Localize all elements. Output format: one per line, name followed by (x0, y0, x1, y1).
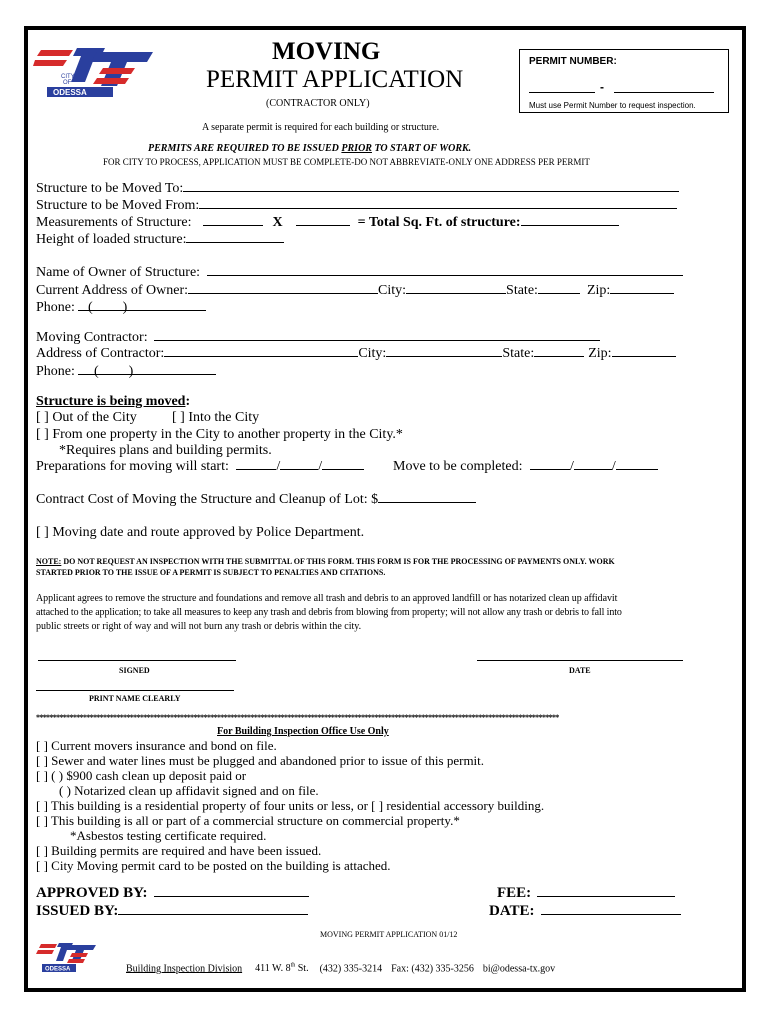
out-of-city-option[interactable]: [ ] Out of the City (36, 410, 137, 425)
footer-address-sup: th (290, 963, 296, 969)
approved-by-field[interactable] (154, 895, 309, 897)
move-completed-row (393, 459, 658, 475)
contractor-city-label: City: (358, 346, 387, 361)
office-item[interactable]: [ ] This building is all or part of a commercial structure on commercial property.* (36, 813, 460, 828)
title-main: MOVING (272, 38, 381, 65)
contractor-address-label: Address of Contractor: (36, 346, 165, 361)
office-item[interactable]: [ ] This building is a residential property of four units or less, or [ ] residential accessory building. (36, 798, 545, 813)
title-sub: PERMIT APPLICATION (206, 66, 464, 93)
owner-city-label: City: (378, 283, 407, 298)
owner-paren-close: ) (122, 300, 128, 315)
office-item[interactable]: [ ] ( ) $900 cash clean up deposit paid or (36, 768, 247, 783)
into-city-option[interactable]: [ ] Into the City (172, 410, 260, 425)
owner-phone-parens (88, 300, 127, 316)
issued-by-field[interactable] (118, 913, 308, 915)
footer-logo-odessa-text: ODESSA (45, 966, 71, 973)
signed-line[interactable] (38, 660, 236, 661)
permit-number-dash: - (600, 80, 604, 94)
contractor-only: (CONTRACTOR ONLY) (266, 98, 370, 109)
form-id: MOVING PERMIT APPLICATION 01/12 (320, 930, 458, 939)
notice-prior: PRIOR (341, 143, 372, 154)
footer-fax: Fax: (432) 335-3256 (391, 963, 474, 975)
height-label: Height of loaded structure: (36, 232, 187, 247)
footer-address (255, 963, 308, 974)
contractor-address-row (36, 346, 676, 362)
print-name-line[interactable] (36, 690, 234, 691)
structure-moved-heading (36, 394, 190, 410)
police-approval-option[interactable]: [ ] Moving date and route approved by Police Department. (36, 525, 365, 540)
notice-text-a: PERMITS ARE REQUIRED TO BE ISSUED (148, 143, 342, 154)
office-item[interactable]: [ ] Current movers insurance and bond on file. (36, 738, 277, 753)
measurement-x: X (272, 215, 283, 230)
footer-phone: (432) 335-3214 (319, 963, 383, 975)
owner-zip-label: Zip: (586, 283, 611, 298)
moved-from-field[interactable] (199, 207, 677, 209)
contractor-state-label: State: (502, 346, 535, 361)
footer-division: Building Inspection Division (126, 963, 243, 975)
logo-city-text: CITY (61, 74, 75, 80)
contract-cost-label: Contract Cost of Moving the Structure and Cleanup of Lot: $ (36, 492, 379, 507)
approved-by-label: APPROVED BY: (36, 885, 148, 901)
office-item[interactable]: ( ) Notarized clean up affidavit signed and on file. (59, 783, 319, 798)
measurement-width-field[interactable] (203, 224, 263, 226)
footer-address-post: St. (295, 963, 309, 975)
footer-city-logo (36, 940, 98, 974)
fee-field[interactable] (537, 895, 675, 897)
owner-state-field[interactable] (538, 292, 580, 294)
office-item[interactable]: [ ] Sewer and water lines must be plugged and abandoned prior to issue of this permit. (36, 753, 485, 768)
prep-start-label: Preparations for moving will start: (36, 459, 229, 474)
approval-date-field[interactable] (541, 913, 681, 915)
office-item[interactable]: [ ] Building permits are required and have been issued. (36, 843, 322, 858)
moved-from-row (36, 198, 677, 214)
note-line-2: STARTED PRIOR TO THE ISSUE OF A PERMIT IS SUBJECT TO PENALTIES AND CITATIONS. (36, 568, 386, 577)
structure-moved-heading-colon: : (185, 394, 191, 409)
owner-paren-open: ( (88, 300, 93, 315)
contractor-paren-close: ) (128, 364, 134, 379)
notice-text-b: TO START OF WORK. (371, 143, 472, 154)
owner-address-label: Current Address of Owner: (36, 283, 189, 298)
contractor-name-label: Moving Contractor: (36, 330, 148, 345)
date-line[interactable] (477, 660, 683, 661)
logo-of-text: OF (63, 80, 72, 86)
prep-slash-2: / (318, 459, 323, 474)
height-field[interactable] (186, 241, 284, 243)
move-completed-day-field[interactable] (574, 468, 612, 470)
signed-label: SIGNED (119, 666, 150, 675)
move-completed-year-field[interactable] (616, 468, 658, 470)
owner-city-field[interactable] (406, 292, 506, 294)
within-city-option[interactable]: [ ] From one property in the City to another property in the City.* (36, 427, 403, 442)
footer-email[interactable]: bi@odessa-tx.gov (482, 963, 556, 975)
owner-name-row (36, 265, 683, 281)
total-sqft-field[interactable] (521, 224, 619, 226)
permits-required-notice (148, 143, 471, 154)
contractor-name-field[interactable] (154, 339, 600, 341)
structure-moved-heading-text: Structure is being moved (36, 394, 186, 409)
contractor-phone-label: Phone: (36, 364, 75, 379)
process-notice: FOR CITY TO PROCESS, APPLICATION MUST BE COMPLETE-DO NOT ABBREVIATE-ONLY ONE ADDRESS PER PERMIT (103, 157, 590, 167)
owner-address-row (36, 283, 674, 299)
office-item: *Asbestos testing certificate required. (70, 828, 267, 843)
note-label: NOTE: (36, 557, 62, 566)
approval-date-label: DATE: (489, 903, 535, 919)
measurements-row (36, 215, 619, 231)
contractor-paren-open: ( (94, 364, 99, 379)
measurements-label: Measurements of Structure: (36, 215, 192, 230)
move-completed-label: Move to be completed: (393, 459, 523, 474)
contractor-name-row (36, 330, 600, 346)
owner-zip-field[interactable] (610, 292, 674, 294)
requires-plans-note: *Requires plans and building permits. (59, 443, 272, 458)
logo-odessa-text: ODESSA (53, 88, 87, 97)
contractor-zip-label: Zip: (588, 346, 612, 361)
asterisk-separator: ************************************************************************************************************************************************************ (36, 713, 559, 722)
total-sqft-label: = Total Sq. Ft. of structure: (357, 215, 521, 230)
moved-to-row (36, 181, 679, 197)
completed-slash-1: / (569, 459, 574, 474)
prep-start-year-field[interactable] (322, 468, 364, 470)
note-line-1 (36, 557, 615, 566)
contract-cost-field[interactable] (378, 501, 476, 503)
contractor-state-field[interactable] (534, 355, 584, 357)
agreement-line-1: Applicant agrees to remove the structure and foundations and remove all trash and debris to an approved landfill or has notarized clean up affidavit (36, 593, 618, 604)
moved-to-field[interactable] (183, 190, 679, 192)
owner-name-field[interactable] (207, 274, 683, 276)
city-logo (33, 42, 158, 102)
moved-from-label: Structure to be Moved From: (36, 198, 200, 213)
contractor-address-field[interactable] (164, 355, 358, 357)
moved-to-label: Structure to be Moved To: (36, 181, 184, 196)
agreement-line-2: attached to the application; to take all measures to keep any trash and debris from blowing from property; will not allow any trash or debris to fall into (36, 607, 622, 618)
office-item[interactable]: [ ] City Moving permit card to be posted on the building is attached. (36, 858, 391, 873)
note-text-1: DO NOT REQUEST AN INSPECTION WITH THE SUBMITTAL OF THIS FORM. THIS FORM IS FOR THE PROCESSING OF PAYMENTS ONLY. WORK (61, 557, 615, 566)
date-label: DATE (569, 666, 591, 675)
contract-cost-row (36, 492, 476, 508)
date-row (489, 903, 681, 920)
completed-slash-2: / (611, 459, 616, 474)
prep-start-row (36, 459, 364, 475)
agreement-line-3: public streets or right of way and will not burn any trash or debris within the city. (36, 621, 362, 632)
move-completed-month-field[interactable] (530, 468, 570, 470)
fee-label: FEE: (497, 885, 532, 901)
footer-address-pre: 411 W. 8 (255, 963, 291, 975)
contractor-zip-field[interactable] (612, 355, 676, 357)
print-name-label: PRINT NAME CLEARLY (89, 694, 181, 703)
height-row (36, 232, 284, 248)
contractor-phone-parens (94, 364, 133, 380)
approved-by-row (36, 885, 309, 902)
owner-state-label: State: (506, 283, 538, 298)
owner-address-field[interactable] (188, 292, 378, 294)
issued-by-label: ISSUED BY: (36, 903, 119, 919)
prep-start-day-field[interactable] (280, 468, 318, 470)
owner-name-label: Name of Owner of Structure: (36, 265, 201, 280)
permit-number-label: PERMIT NUMBER: (529, 56, 617, 67)
fee-row (497, 885, 675, 902)
issued-by-row (36, 903, 308, 920)
permit-number-line-1 (529, 92, 595, 93)
owner-phone-label: Phone: (36, 300, 75, 315)
footer-contact (126, 963, 555, 974)
permit-number-line-2 (614, 92, 714, 93)
permit-number-note: Must use Permit Number to request inspection. (529, 101, 696, 110)
measurement-length-field[interactable] (296, 224, 350, 226)
prep-start-month-field[interactable] (236, 468, 276, 470)
prep-slash-1: / (276, 459, 281, 474)
office-use-heading: For Building Inspection Office Use Only (217, 726, 389, 737)
separate-permit-note: A separate permit is required for each building or structure. (202, 122, 440, 133)
contractor-city-field[interactable] (386, 355, 502, 357)
